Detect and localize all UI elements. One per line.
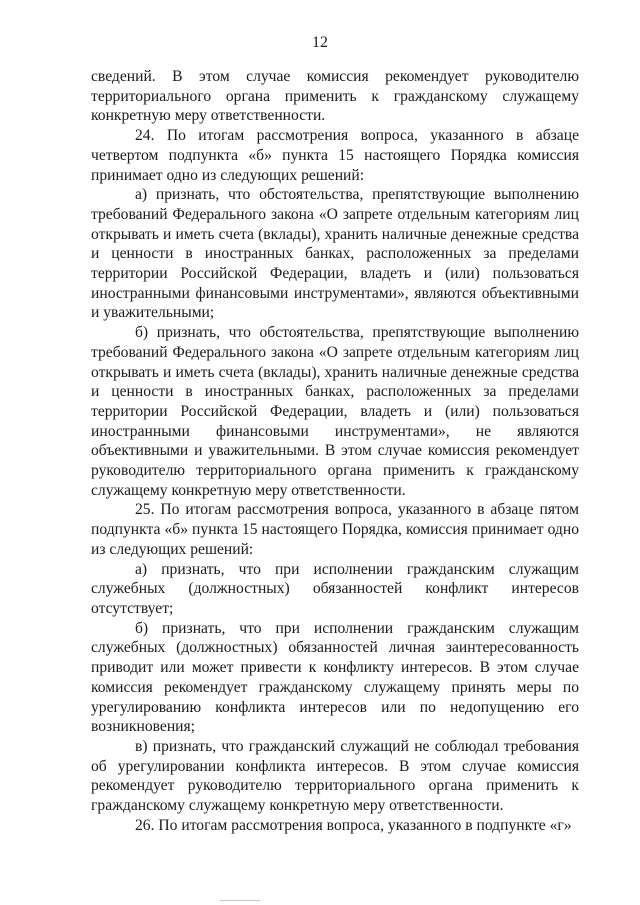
paragraph-item-24b: б) признать, что обстоятельства, препятствующие выполнению требований Федерального закона «О запрете отдельным категориям лиц открывать и иметь счета (вклады), хранить наличные денежные средства и ценности в иностранных банках, расположенных за пределами территории Российской Федерации, владеть и (или) пользоваться иностранными финансовыми инструментами», не являются объективными и уважительными. В этом случае комиссия рекомендует руководителю территориального органа применить к гражданскому служащему конкретную меру ответственности. — [91, 324, 579, 499]
paragraph-item-25a: а) признать, что при исполнении гражданским служащим служебных (должностных) обязанностей конфликт интересов отсутствует; — [91, 560, 579, 617]
paragraph-item-24a: а) признать, что обстоятельства, препятствующие выполнению требований Федерального закона «О запрете отдельным категориям лиц открывать и иметь счета (вклады), хранить наличные денежные средства и ценности в иностранных банках, расположенных за пределами территории Российской Федерации, владеть и (или) пользоваться иностранными финансовыми инструментами», являются объективными и уважительными; — [91, 186, 579, 322]
page-number: 12 — [312, 34, 328, 51]
paragraph: сведений. В этом случае комиссия рекомендует руководителю территориального органа применить к гражданскому служащему конкретную меру ответственности. — [91, 68, 579, 125]
paragraph-item-25: 25. По итогам рассмотрения вопроса, указанного в абзаце пятом подпункта «б» пункта 15 настоящего Порядка, комиссия принимает одно из следующих решений: — [91, 501, 579, 558]
paragraph-item-26: 26. По итогам рассмотрения вопроса, указанного в подпункте «г» — [135, 816, 572, 834]
document-body — [91, 67, 579, 835]
paragraph-item-24: 24. По итогам рассмотрения вопроса, указанного в абзаце четвертом подпункта «б» пункта 15 настоящего Порядка комиссия принимает одно из следующих решений: — [91, 127, 579, 184]
scan-artifact-line — [220, 900, 260, 901]
paragraph-item-25v: в) признать, что гражданский служащий не соблюдал требования об урегулировании конфликта интересов. В этом случае комиссия рекомендует руководителю территориального органа применить к гражданскому служащему конкретную меру ответственности. — [91, 737, 579, 815]
paragraph-item-25b: б) признать, что при исполнении гражданским служащим служебных (должностных) обязанностей личная заинтересованность приводит или может привести к конфликту интересов. В этом случае комиссия рекомендует гражданскому служащему принять меры по урегулированию конфликта интересов или по недопущению его возникновения; — [91, 619, 579, 736]
